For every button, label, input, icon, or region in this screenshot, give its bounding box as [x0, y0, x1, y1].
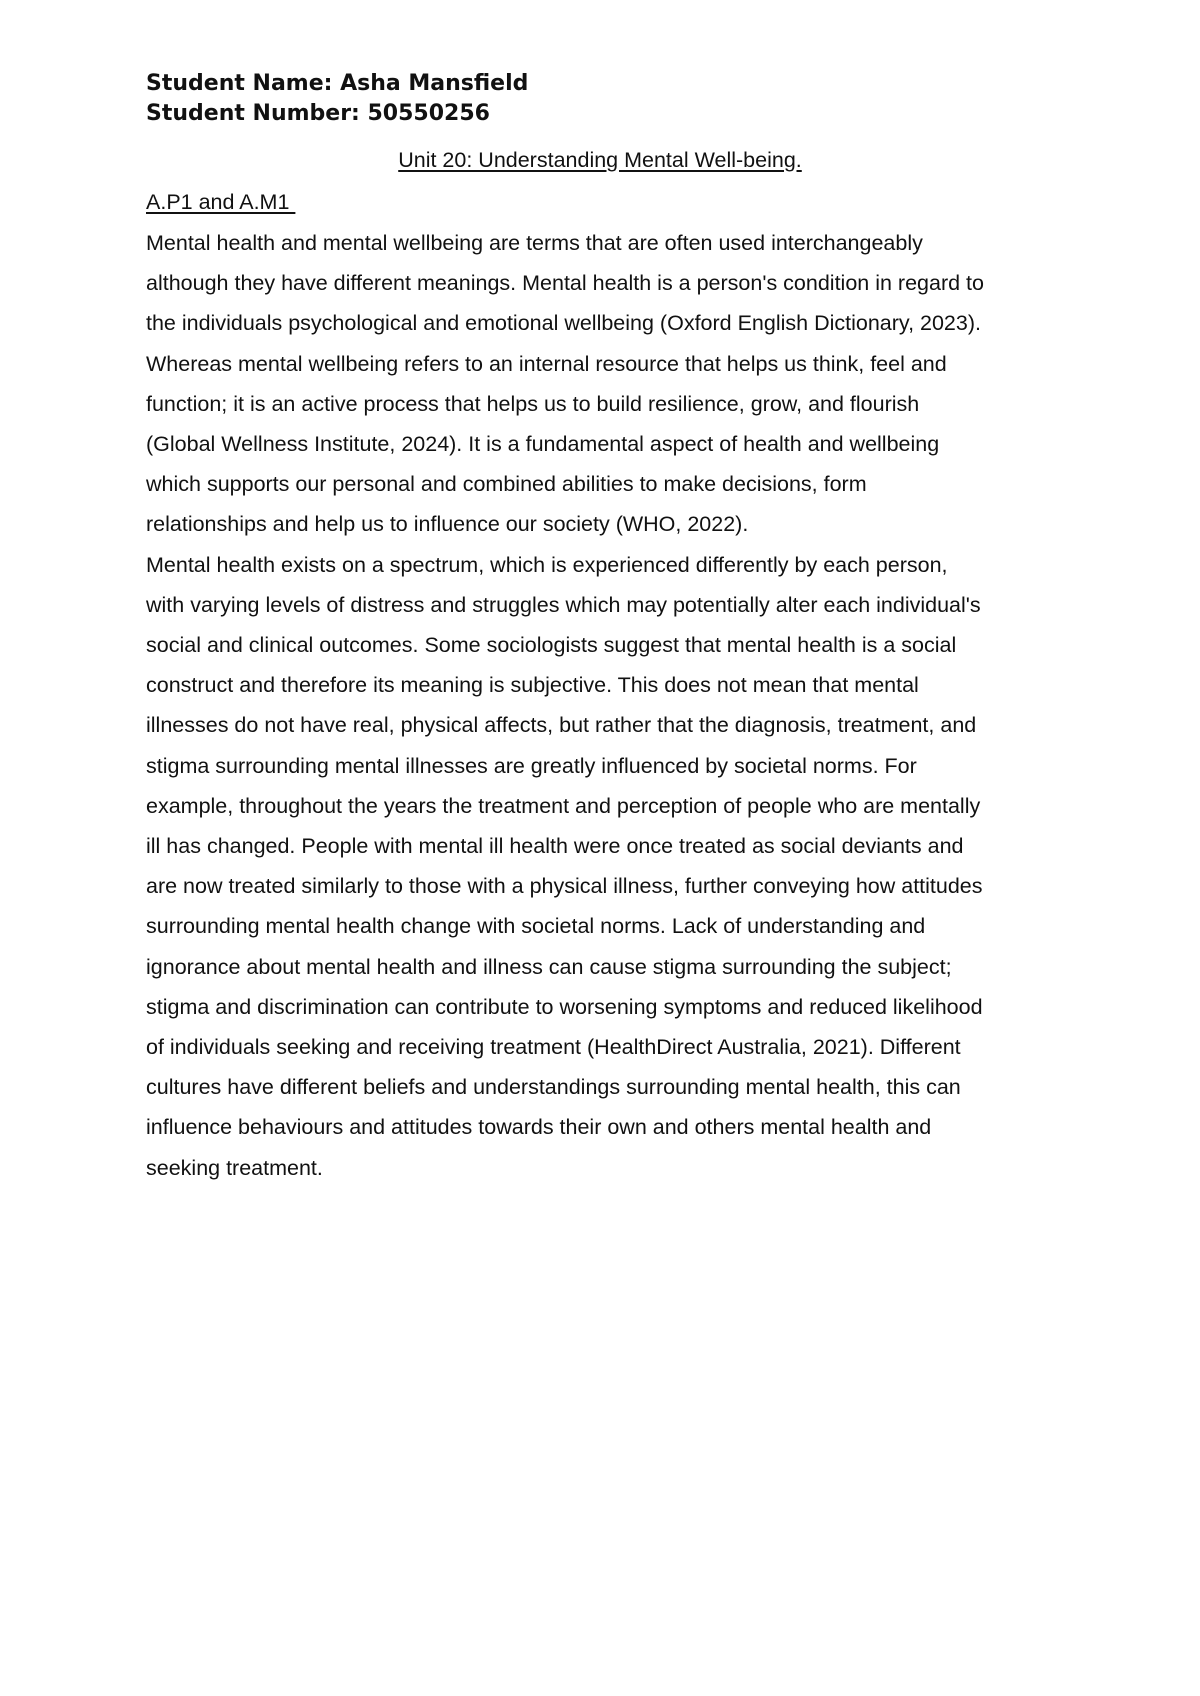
body-line: surrounding mental health change with societal norms. Lack of understanding and	[146, 914, 926, 939]
body-line: with varying levels of distress and struggles which may potentially alter each individual's	[146, 592, 981, 617]
body-line: construct and therefore its meaning is subjective. This does not mean that mental	[146, 673, 919, 698]
body-line: stigma surrounding mental illnesses are greatly influenced by societal norms. For	[146, 753, 917, 778]
body-text	[146, 223, 1066, 1188]
student-name: Student Name: Asha Mansfield	[146, 71, 529, 96]
body-line: ignorance about mental health and illness can cause stigma surrounding the subject;	[146, 954, 952, 979]
body-line: example, throughout the years the treatment and perception of people who are mentally	[146, 793, 981, 818]
body-line: Whereas mental wellbeing refers to an internal resource that helps us think, feel and	[146, 351, 947, 376]
document-title: Unit 20: Understanding Mental Well-being.	[398, 148, 802, 172]
body-line: (Global Wellness Institute, 2024). It is a fundamental aspect of health and wellbeing	[146, 432, 940, 457]
body-line: although they have different meanings. Mental health is a person's condition in regard to	[146, 271, 984, 296]
body-line: ill has changed. People with mental ill health were once treated as social deviants and	[146, 834, 964, 859]
body-line: of individuals seeking and receiving treatment (HealthDirect Australia, 2021). Different	[146, 1035, 961, 1060]
section-heading: A.P1 and A.M1	[146, 190, 296, 214]
body-line: the individuals psychological and emotional wellbeing (Oxford English Dictionary, 2023).	[146, 311, 981, 336]
student-number: Student Number: 50550256	[146, 101, 490, 126]
body-line: which supports our personal and combined abilities to make decisions, form	[146, 472, 867, 497]
body-line: influence behaviours and attitudes towards their own and others mental health and	[146, 1115, 932, 1140]
student-info	[146, 69, 528, 129]
body-line: stigma and discrimination can contribute to worsening symptoms and reduced likelihood	[146, 994, 983, 1019]
body-line: seeking treatment.	[146, 1155, 323, 1180]
body-line: Mental health and mental wellbeing are terms that are often used interchangeably	[146, 231, 923, 255]
body-line: function; it is an active process that helps us to build resilience, grow, and flourish	[146, 391, 920, 416]
body-line: are now treated similarly to those with a physical illness, further conveying how attitudes	[146, 874, 983, 899]
body-line: Mental health exists on a spectrum, which is experienced differently by each person,	[146, 552, 948, 577]
body-line: social and clinical outcomes. Some sociologists suggest that mental health is a social	[146, 633, 957, 658]
body-line: relationships and help us to influence our society (WHO, 2022).	[146, 512, 749, 537]
body-line: illnesses do not have real, physical affects, but rather that the diagnosis, treatment, and	[146, 713, 977, 738]
body-line: cultures have different beliefs and understandings surrounding mental health, this can	[146, 1075, 961, 1100]
